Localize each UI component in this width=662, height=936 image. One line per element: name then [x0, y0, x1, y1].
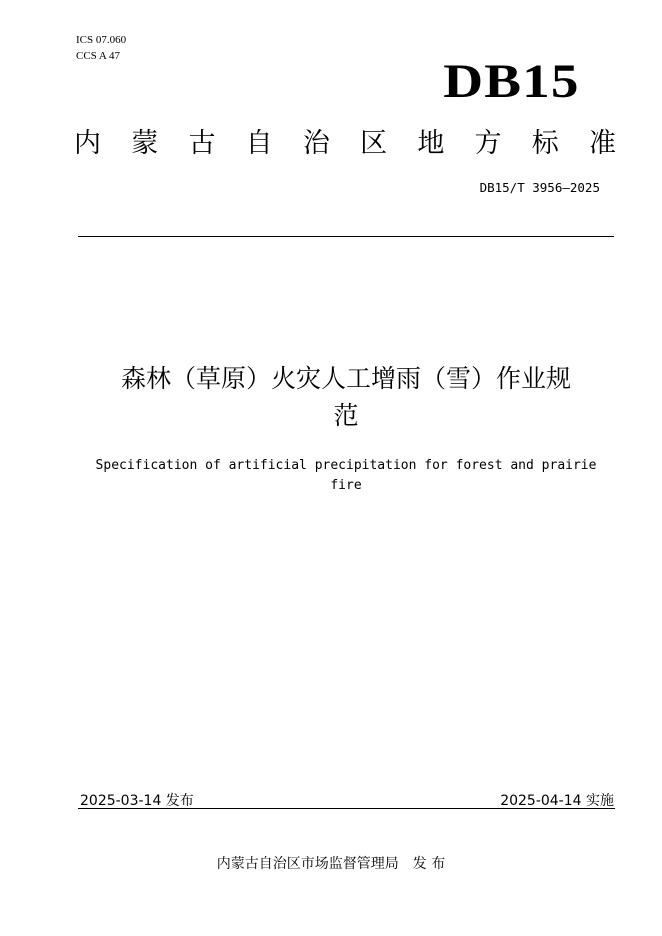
standard-type-char: 蒙 — [131, 128, 159, 159]
ccs-code: CCS A 47 — [76, 50, 121, 62]
standard-type-char: 区 — [360, 128, 388, 159]
standard-type-char: 治 — [302, 128, 330, 159]
standard-type-char: 自 — [245, 128, 273, 159]
standard-type-char: 准 — [588, 128, 616, 159]
db15-logo: DB15 — [443, 55, 580, 108]
standard-type-char: 地 — [417, 128, 445, 159]
english-title-line-1: Specification of artificial precipitation for forest and prairie — [95, 458, 597, 473]
standard-number: DB15/T 3956—2025 — [479, 180, 600, 195]
footer-divider — [78, 808, 615, 809]
issue-date: 2025-03-14 发布 — [80, 793, 194, 809]
english-title — [86, 456, 606, 496]
standard-type-heading — [74, 126, 616, 162]
standard-type-char: 内 — [74, 128, 101, 159]
chinese-title-line-1: 森林（草原）火灾人工增雨（雪）作业规 — [120, 364, 571, 393]
classification-codes — [76, 32, 126, 64]
chinese-title-line-2: 范 — [333, 401, 359, 430]
chinese-title — [70, 360, 622, 434]
standard-type-char: 古 — [188, 128, 216, 159]
implementation-date: 2025-04-14 实施 — [500, 793, 614, 809]
standard-type-char: 标 — [531, 128, 559, 159]
ics-code: ICS 07.060 — [76, 34, 127, 46]
issuing-authority: 内蒙古自治区市场监督管理局 发 布 — [216, 856, 446, 872]
english-title-line-2: fire — [330, 478, 362, 493]
header-divider — [78, 236, 614, 237]
standard-type-char: 方 — [474, 128, 502, 159]
